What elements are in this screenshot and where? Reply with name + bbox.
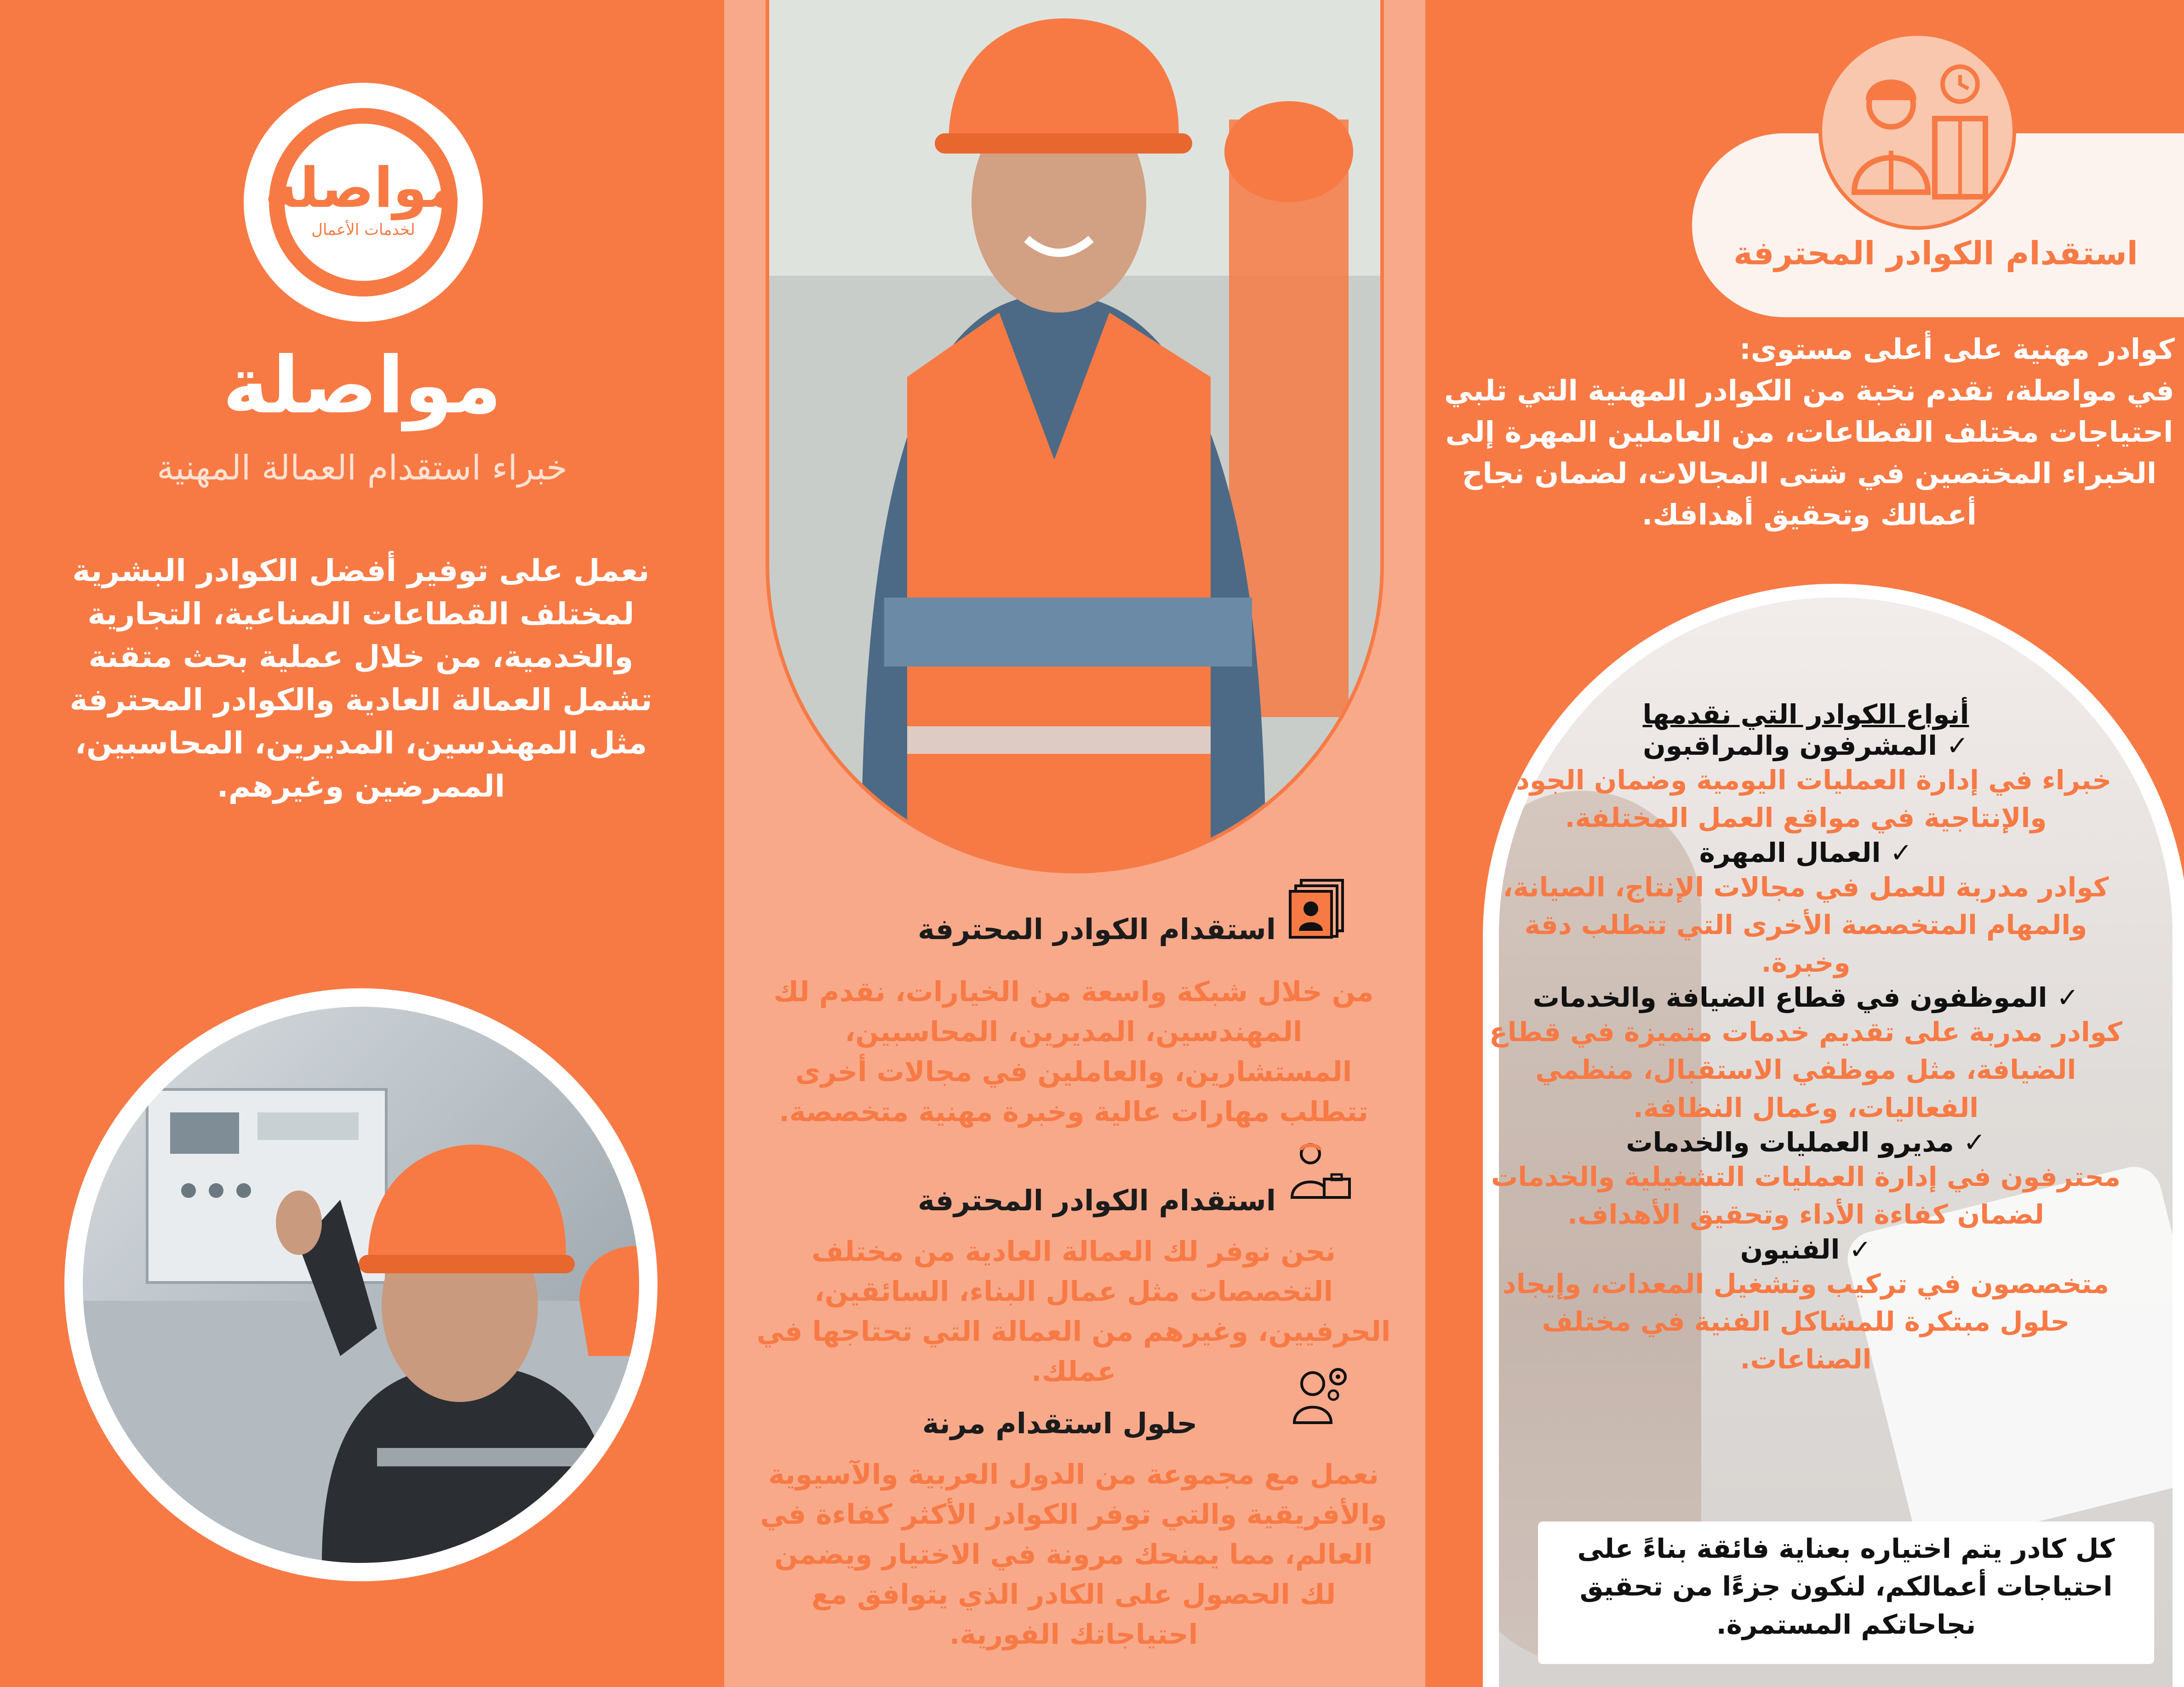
technician-illustration bbox=[83, 1007, 639, 1563]
worker-gear-icon bbox=[1287, 1363, 1352, 1427]
check-icon: ✓ bbox=[1963, 1126, 1986, 1158]
section-2-heading: استقدام الكوادر المحترفة bbox=[918, 1184, 1276, 1217]
technician-photo bbox=[83, 1007, 639, 1563]
type-2-heading: ✓ العمال المهرة bbox=[1699, 837, 1913, 868]
types-title: أنواع الكوادر التي نقدمها bbox=[1642, 699, 1969, 730]
section-3-body: نعمل مع مجموعة من الدول العربية والآسيوية والأفريقية والتي توفر الكوادر الأكثر كفاءة في العالم، مما يمنحك مرونة في الاختيار ويضمن لك الحصول على الكادر الذي يتوافق مع احتياجاتك الفورية. bbox=[760, 1459, 1387, 1651]
type-5-heading: ✓ الفنيون bbox=[1740, 1233, 1872, 1265]
section-1-heading: استقدام الكوادر المحترفة bbox=[918, 912, 1276, 946]
technician-photo-frame bbox=[64, 988, 657, 1581]
check-icon: ✓ bbox=[1890, 837, 1913, 868]
check-icon: ✓ bbox=[1946, 730, 1969, 761]
right-panel bbox=[1425, 0, 2184, 1687]
logo-subtitle: لخدمات الأعمال bbox=[311, 221, 415, 239]
closing-box bbox=[1538, 1522, 2154, 1664]
check-icon: ✓ bbox=[2056, 981, 2079, 1013]
intro-body: في مواصلة، نقدم نخبة من الكوادر المهنية التي تلبي احتياجات مختلف القطاعات، من العاملين المهرة إلى الخبراء المختصين في شتى المجالات، لضمان نجاح أعمالك وتحقيق أهدافك. bbox=[1444, 373, 2174, 531]
manager-clock-icon bbox=[1818, 32, 2016, 230]
intro-paragraph: نعمل على توفير أفضل الكوادر البشرية لمختلف القطاعات الصناعية، التجارية والخدمية، من خلال عملية بحث متقنة تشمل العمالة العادية والكوادر المحترفة مثل المهندسين، المديرين، المحاسبين، الممرضين وغيرهم. bbox=[69, 553, 652, 804]
type-3-heading: ✓ الموظفون في قطاع الضيافة والخدمات bbox=[1532, 981, 2079, 1013]
type-4-body: محترفون في إدارة العمليات التشغيلية والخدمات لضمان كفاءة الأداء وتحقيق الأهداف. bbox=[1491, 1161, 2121, 1231]
closing-statement: كل كادر يتم اختياره بعناية فائقة بناءً على احتياجات أعمالكم، لنكون جزءًا من تحقيق نجاحاتكم المستمرة. bbox=[1577, 1533, 2115, 1640]
type-4-heading: ✓ مديرو العمليات والخدمات bbox=[1626, 1126, 1986, 1158]
staff-types-list bbox=[1476, 699, 2136, 1379]
section-1-body: من خلال شبكة واسعة من الخيارات، نقدم لك المهندسين، المديرين، المحاسبين، المستشارين، والعاملين في مجالات أخرى تتطلب مهارات عالية وخبرة مهنية متخصصة. bbox=[773, 976, 1374, 1128]
type-3-body: كوادر مدربة على تقديم خدمات متميزة في قطاع الضيافة، مثل موظفي الاستقبال، منظمي الفعاليات، وعمال النظافة. bbox=[1489, 1016, 2122, 1123]
worker-briefcase-icon bbox=[1287, 1140, 1352, 1204]
logo bbox=[244, 83, 483, 322]
middle-panel bbox=[724, 0, 1425, 1687]
brand-tagline: خبراء استقدام العمالة المهنية bbox=[156, 448, 568, 488]
intro-heading: كوادر مهنية على أعلى مستوى: bbox=[1739, 332, 2175, 366]
section-2-body: نحن نوفر لك العمالة العادية من مختلف التخصصات مثل عمال البناء، السائقين، الحرفيين، وغيرهم من العمالة التي تحتاجها في عملك. bbox=[756, 1236, 1391, 1388]
left-panel bbox=[0, 0, 724, 1687]
section-3-heading: حلول استقدام مرنة bbox=[922, 1407, 1198, 1440]
page-title: استقدام الكوادر المحترفة bbox=[1733, 234, 2138, 272]
type-5-body: متخصصون في تركيب وتشغيل المعدات، وإيجاد حلول مبتكرة للمشاكل الفنية في مختلف الصناعات. bbox=[1503, 1268, 2109, 1375]
id-cards-icon bbox=[1287, 876, 1352, 940]
check-icon: ✓ bbox=[1849, 1233, 1872, 1265]
type-2-body: كوادر مدربة للعمل في مجالات الإنتاج، الصيانة، والمهام المتخصصة الأخرى التي تتطلب دقة وخبرة. bbox=[1503, 871, 2109, 979]
type-1-body: خبراء في إدارة العمليات اليومية وضمان الجودة والإنتاجية في مواقع العمل المختلفة. bbox=[1500, 764, 2112, 834]
type-1-heading: ✓ المشرفون والمراقبون bbox=[1643, 730, 1969, 761]
right-intro bbox=[1444, 329, 2175, 535]
brand-name: مواصلة bbox=[223, 340, 502, 431]
worker-illustration bbox=[769, 0, 1380, 873]
logo-word: مواصلة bbox=[264, 156, 462, 220]
worker-photo bbox=[766, 0, 1384, 873]
